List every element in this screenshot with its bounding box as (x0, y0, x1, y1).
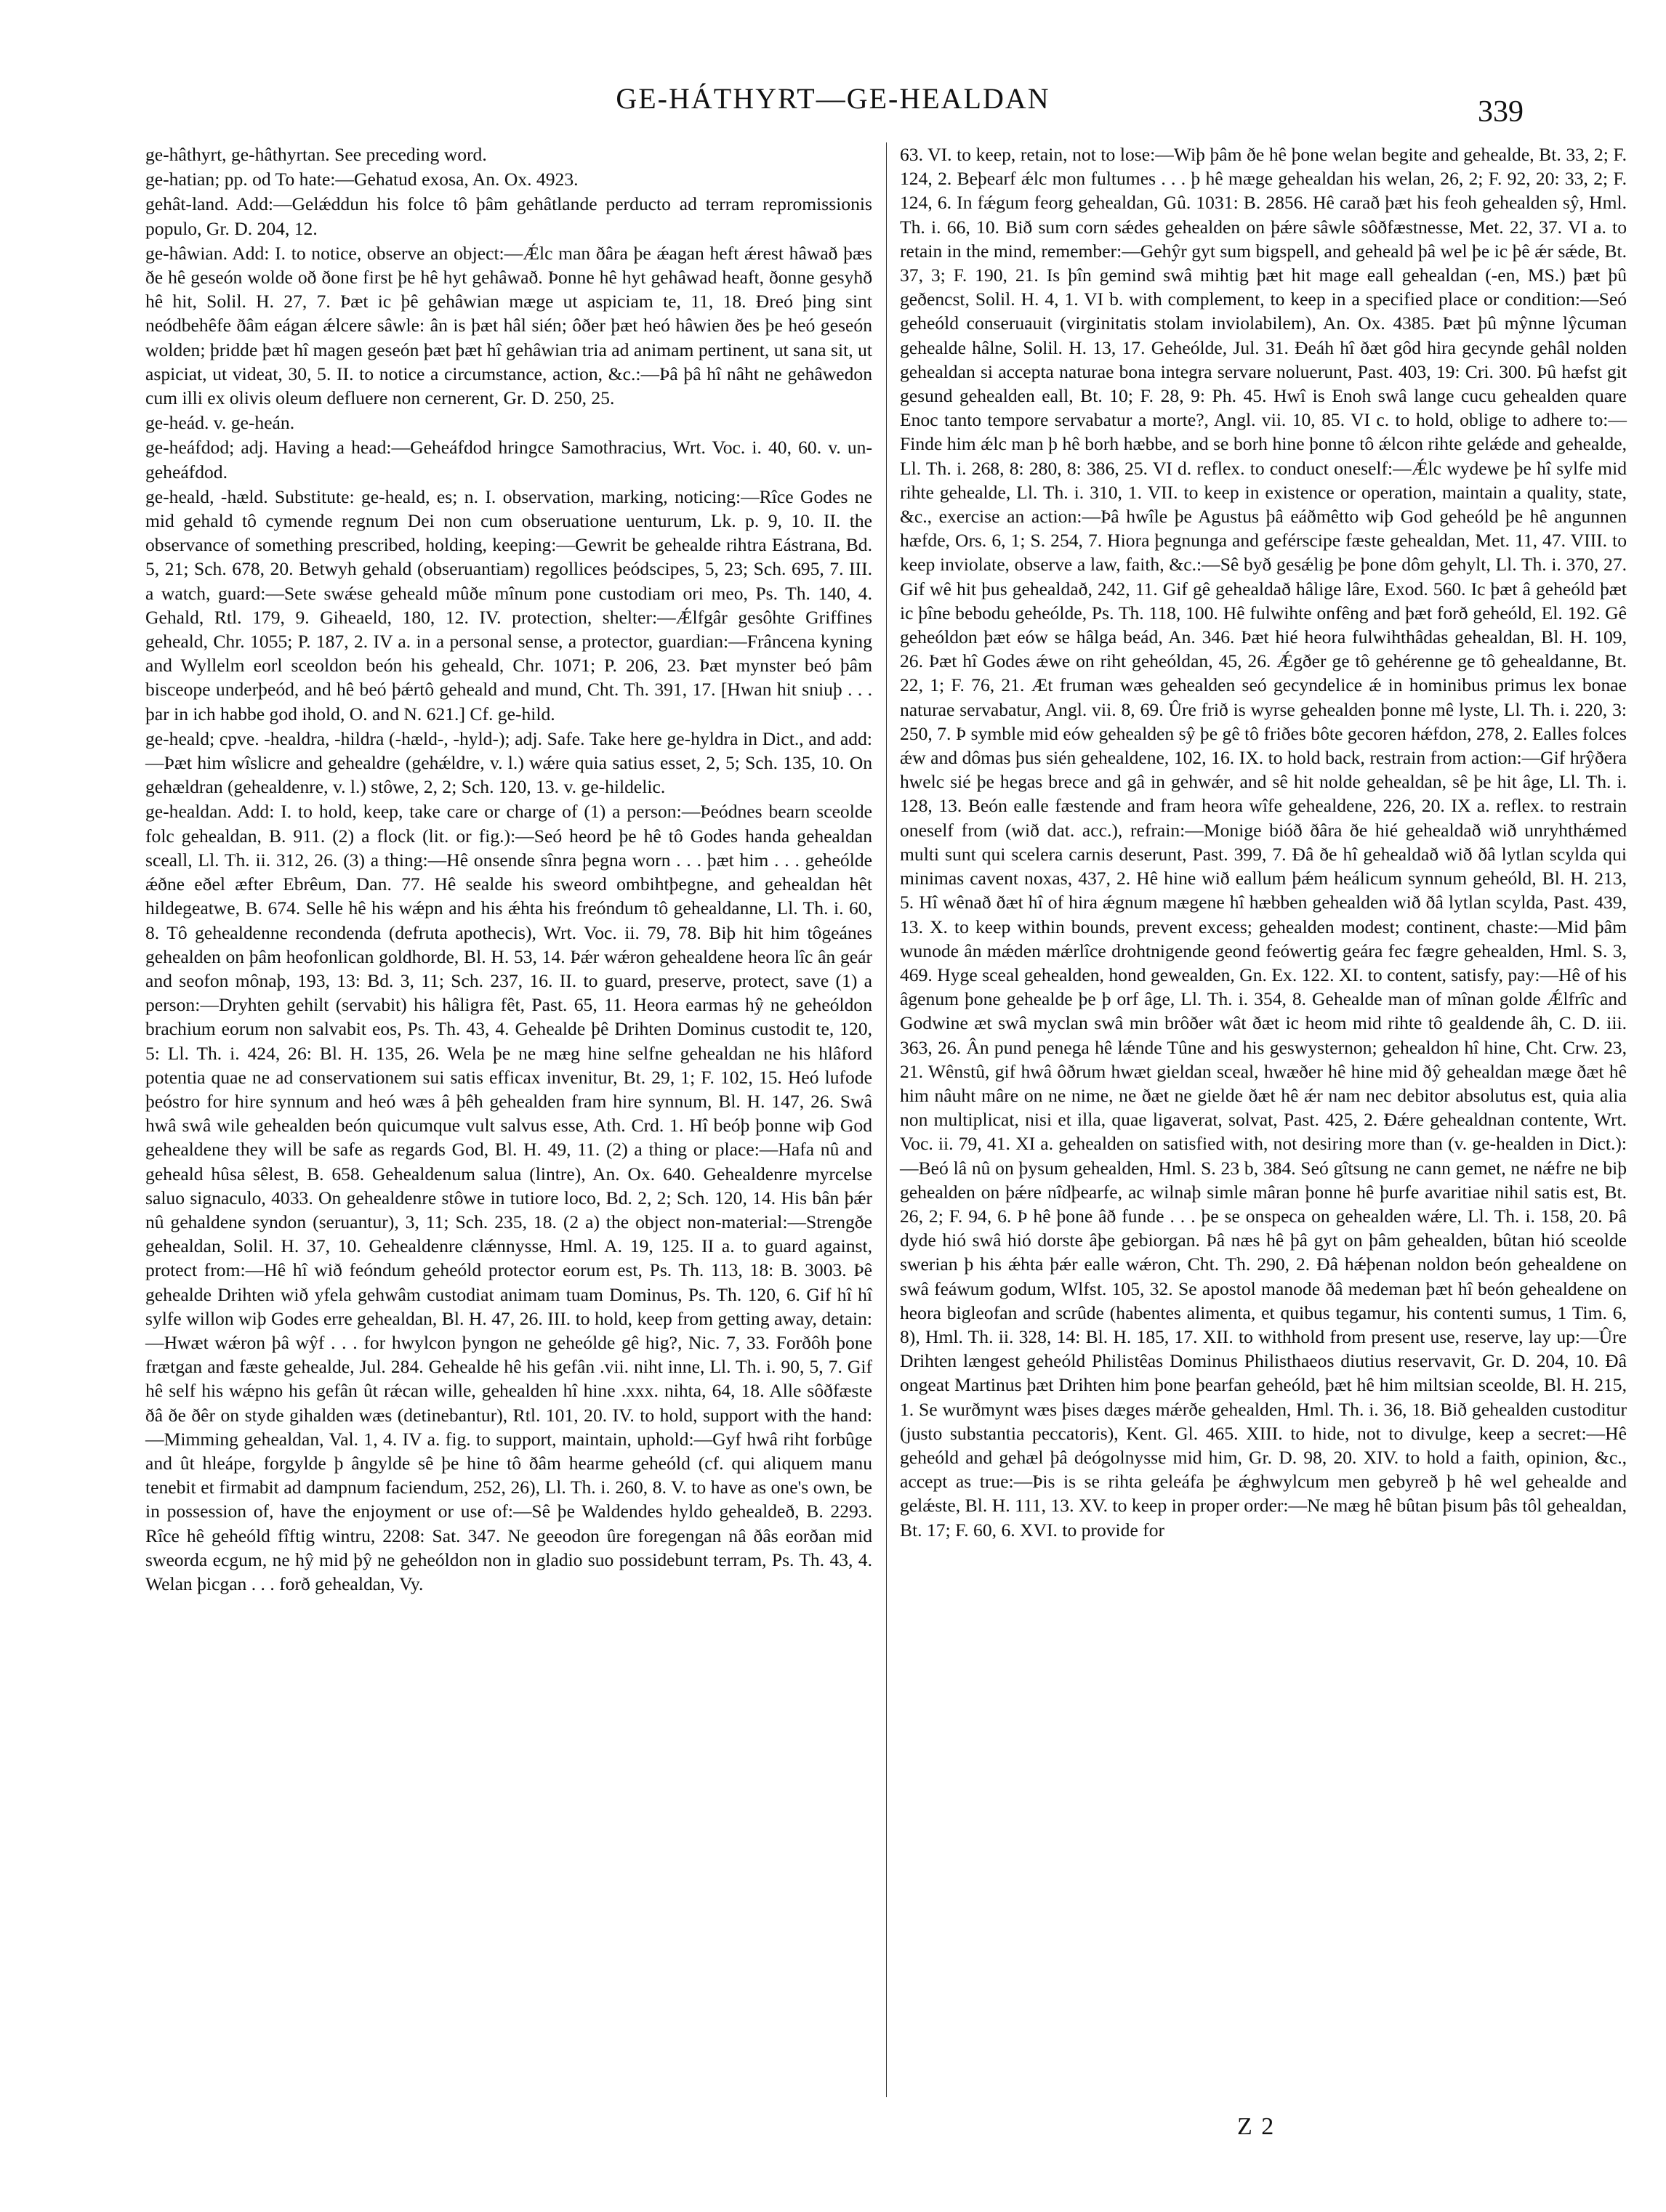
entry-ge-heafdod: ge-heáfdod; adj. Having a head:—Geheáfdod hringce Samothracius, Wrt. Voc. i. 40, 60. v. un-geheáfdod. (145, 437, 872, 483)
entry-ge-hatian: ge-hatian; pp. od To hate:—Gehatud exosa, An. Ox. 4923. (145, 169, 579, 190)
entry-ge-heald-adj: ge-heald; cpve. -healdra, -hildra (-hæld-, -hyld-); adj. Safe. Take here ge-hyldra in Dict., and add:—Þæt him wîslicre and gehealdre (gehǽldre, v. l.) wǽre quia satius esset, 2, 5; Sch. 135, 10. On gehældran (gehealdenre, v. l.) stôwe, 2, 2; Sch. 120, 13. v. ge-hildelic. (145, 727, 872, 798)
running-head: GE-HÁTHYRT—GE-HEALDAN (616, 82, 1050, 115)
entry-ge-hawian: ge-hâwian. Add: I. to notice, observe an object:—Ǽlc man ðâra þe ǽagan heft ǽrest hâwað þæs ðe hê geseón wolde oð ðone first þe hê hyt gehâwað. Þonne hê hyt gehâwad heaft, ðonne gesyhð hê hit, Solil. H. 27, 7. Þæt ic þê gehâwian mæge ut aspiciam te, 11, 18. Ðreó þing sint neódbehêfe ðâm eágan ǽlcere sâwle: ân is þæt hâl sién; ôðer þæt heó hâwien ðes þe heó geseón wolden; þridde þæt hî magen geseón þæt þæt hî gehâwian tria ad animam pertinent, ut sana sit, ut aspiciat, ut videat, 30, 5. II. to notice a circumstance, action, &c.:—Þâ þâ hî nâht ne gehâwedon cum illi ex olivis oleum defluere non cernerent, Gr. D. 250, 25. (145, 242, 872, 409)
right-column (900, 142, 1627, 1542)
entry-ge-hathyrt: ge-hâthyrt, ge-hâthyrtan. See preceding word. (145, 144, 487, 165)
entry-ge-healdan: ge-healdan. Add: I. to hold, keep, take care or charge of (1) a person:—Þeódnes bearn sceolde folc gehealdan, B. 911. (2) a flock (lit. or fig.):—Seó heord þe hê tô Godes handa gehealdan sceall, Ll. Th. ii. 312, 26. (3) a thing:—Hê onsende sînra þegna worn . . . þæt him . . . geheólde ǽðne eðel æfter Ebrêum, Dan. 77. Hê sealde his sweord ombihtþegne, and gehealdan hêt hildegeatwe, B. 674. Selle hê his wǽpn and his ǽhta his freóndum tô gehealdanne, Ll. Th. i. 60, 8. Tô gehealdenne recondenda (defruta apothecis), Wrt. Voc. ii. 79, 78. Biþ hit him tôgeánes gehealden on þâm heofonlican goldhorde, Bl. H. 53, 14. Þǽr wǽron gehealdene heora lîc ân geár and seofon mônaþ, 193, 13: Bd. 3, 11; Sch. 237, 16. II. to guard, preserve, protect, save (1) a person:—Dryhten gehilt (servabit) his hâligra fêt, Past. 65, 11. Heora earmas hŷ ne geheóldon brachium eorum non salvabit eos, Ps. Th. 43, 4. Gehealde þê Drihten Dominus custodit te, 120, 5: Ll. Th. i. 424, 26: Bl. H. 135, 26. Wela þe ne mæg hine selfne gehealdan ne his hlâford potentia quae ne ad conservationem sui satis efficax invenitur, Bt. 29, 1; F. 102, 15. Heó lufode þeóstro for hire synnum and heó wæs â þêh gehealden fram hire synnum, Bl. H. 147, 26. Swâ hwâ swâ wile gehealden beón quicumque vult salvus esse, Ath. Crd. 1. Hî beóþ þonne wiþ God gehealdene they will be safe as regards God, Bl. H. 49, 11. (2) a thing or place:—Hafa nû and geheald hûsa sêlest, B. 658. Gehealdenum salua (lintre), An. Ox. 640. Gehealdenre myrcelse saluo signaculo, 4033. On gehealdenre stôwe in tutiore loco, Bd. 2, 2; Sch. 120, 14. His bân þǽr nû gehaldene syndon (seruantur), 3, 11; Sch. 235, 18. (2 a) the object non-material:—Strengðe gehealdan, Solil. H. 37, 10. Gehealdenre clǽnnysse, Hml. A. 19, 125. II a. to guard against, protect from:—Hê hî wið feóndum geheóld protector eorum est, Ps. Th. 113, 18: B. 3003. Þê gehealde Drihten wið yfela gehwâm custodiat animam tuam Dominus, Ps. Th. 120, 6. Gif hî hî sylfe willon wiþ Godes erre gehealdan, Bl. H. 47, 26. III. to hold, keep from getting away, detain:—Hwæt wǽron þâ wŷf . . . for hwylcon þyngon ne geheólde gê hig?, Nic. 7, 33. Forðôh þone frætgan and fæste gehealde, Jul. 284. Gehealde hê his gefân .vii. niht inne, Ll. Th. i. 90, 5, 7. Gif hê self his wǽpno his gefân ût rǽcan wille, gehealden hî hine .xxx. nihta, 64, 18. Alle sôðfæste ðâ ðe ðêr on styde gihalden wæs (detinebantur), Rtl. 101, 20. IV. to hold, support with the hand:—Mimming gehealdan, Val. 1, 4. IV a. fig. to support, maintain, uphold:—Gyf hwâ riht forbûge and ût hleápe, forgylde þ ângylde sê þe hine tô ðâm hearme geheóld (cf. qui aliquem manu tenebit et firmabit ad dampnum faciendum, 252, 26), Ll. Th. i. 260, 8. V. to have as one's own, be in possession of, have the enjoyment or use of:—Sê þe Waldendes hyldo gehealdeð, B. 2293. Rîce hê geheóld fîftig wintru, 2208: Sat. 347. Ne geeodon ûre foregengan nâ ðâs eorðan mid sweorda ecgum, ne hŷ mid þŷ ne geheóldon non in gladio suo possidebunt terram, Ps. Th. 43, 4. Welan þicgan . . . forð gehealdan, Vy. (145, 801, 872, 1594)
page-number: 339 (1478, 95, 1524, 129)
entry-gehat-land: gehât-land. Add:—Gelǽddun his folce tô þâm gehâtlande perducto ad terram repromissionis populo, Gr. D. 204, 12. (145, 193, 872, 239)
signature-mark: Z 2 (1237, 2113, 1276, 2140)
entry-ge-head: ge-heád. v. ge-heán. (145, 412, 295, 434)
left-column (145, 142, 872, 1596)
entry-ge-healdan-continued: 63. VI. to keep, retain, not to lose:—Wiþ þâm ðe hê þone welan begite and gehealde, Bt. 33, 2; F. 124, 2. Beþearf ǽlc mon fultumes . . . þ hê mæge gehealdan his welan, 26, 2; F. 92, 20: 33, 2; F. 124, 6. In fǽgum feorg gehealdan, Gû. 1031: B. 2856. Hê carað þæt his feoh gehealden sŷ, Hml. Th. i. 66, 10. Bið sum corn sǽdes gehealden on þǽre sâwle sôðfæstnesse, Met. 22, 37. VI a. to retain in the mind, remember:—Gehŷr gyt sum bigspell, and geheald þâ wel þe ic þê ǽr sǽde, Bt. 37, 3; F. 190, 21. Is þîn gemind swâ mihtig þæt hit mage eall gehealdan (-en, MS.) þæt þû geðencst, Solil. H. 4, 1. VI b. with complement, to keep in a specified place or condition:—Seó geheóld conseruauit (virginitatis stolam inviolabilem), An. Ox. 4385. Þæt þû mŷnne lŷcuman gehealde hâlne, Solil. H. 13, 17. Geheólde, Jul. 31. Ðeáh hî ðæt gôd hira gecynde gehâl nolden gehealdan si accepta naturae bona integra servare noluerunt, Past. 403, 19: Cri. 300. Þû hæfst git gesund gehealden eall, Bt. 10; F. 28, 9: Ph. 45. Hwî is Enoh swâ lange cucu gehealden quare Enoc tanto tempore servabatur a morte?, Angl. vii. 10, 85. VI c. to hold, oblige to adhere to:—Finde him ǽlc man þ hê borh hæbbe, and se borh hine þonne tô ǽlcon rihte gelǽde and gehealde, Ll. Th. i. 268, 8: 280, 8: 386, 25. VI d. reflex. to conduct oneself:—Ǽlc wydewe þe hî sylfe mid rihte gehealde, Ll. Th. i. 310, 1. VII. to keep in existence or operation, maintain a quality, state, &c., exercise an action:—Þâ hwîle þe Agustus þâ eáðmêtto wiþ God geheóld þe hê angunnen hæfde, Ors. 6, 1; S. 254, 7. Hiora þegnunga and geférscipe fæste gehealdan, Met. 11, 47. VIII. to keep inviolate, observe a law, faith, &c.:—Sê byð gesǽlig þe þone dôm gehylt, Ll. Th. i. 370, 27. Gif wê hit þus gehealdað, 242, 11. Gif gê gehealdað hâlige lâre, Exod. 560. Ic þæt â geheóld þæt ic þîne bebodu geheólde, Ps. Th. 118, 100. Hê fulwihte onfêng and þæt forð geheóld, El. 192. Gê geheóldon þæt eów se hâlga beád, An. 346. Þæt hié heora fulwihthâdas gehealdan, Bl. H. 109, 26. Þæt hî Godes ǽwe on riht geheóldan, 45, 26. Ǽgðer ge tô gehérenne ge tô gehealdanne, Bt. 22, 1; F. 76, 21. Æt fruman wæs gehealden seó gecyndelice ǽ in hominibus primus lex bonae naturae servabatur, Angl. vii. 8, 69. Ûre frið is wyrse gehealden þonne mê lyste, Ll. Th. i. 220, 3: 250, 7. Þ symble mid eów gehealden sŷ þe gê tô friðes bôte gecoren hǽfdon, 278, 2. Ealles folces ǽw and dômas þus sién gehealdene, 102, 16. IX. to hold back, restrain from action:—Gif hrŷðera hwelc sié þe hegas brece and gâ in gehwǽr, and sê hit nolde gehealdan, sê þe hit âge, Ll. Th. i. 128, 13. Beón ealle fæstende and fram heora wîfe gehealdene, 226, 20. IX a. reflex. to restrain oneself from (wið dat. acc.), refrain:—Monige bióð ðâra ðe hié gehealdað wið unryhthǽmed multi sunt qui scelera carnis deserunt, Past. 399, 7. Ðâ ðe hî gehealdað wið ðâ lytlan scylda qui minimas cavent noxas, 437, 2. Hê hine wið eallum þǽm heálicum synnum geheóld, Bl. H. 213, 5. Hî wênað ðæt hî of hira ǽgnum mægene hî hæbben gehealden wið ðâ lytlan scylda, Past. 439, 13. X. to keep within bounds, prevent excess; gehealden modest; continent, chaste:—Mid þâm wunode ân mǽden mǽrlîce drohtnigende geond feówertig geára fec fægre gehealden, Hml. S. 3, 469. Hyge sceal gehealden, hond gewealden, Gn. Ex. 122. XI. to content, satisfy, pay:—Hê of his âgenum þone gehealde þe þ orf âge, Ll. Th. i. 354, 8. Gehealde man of mînan golde Ǽlfrîc and Godwine æt swâ myclan swâ min brôðer wât ðæt ic heom mid rihte tô gealdende âh, C. D. iii. 363, 26. Ân pund penega hê lǽnde Tûne and his geswysternon; gehealdon hî hine, Cht. Crw. 23, 21. Wênstû, gif hwâ ôðrum hwæt gieldan sceal, hwæðer hê hine mid ðŷ gehealdan mæge ðæt hê him nâuht mâre on ne nime, ne ðæt ne gielde ðæt hê ǽr nam nec debitor absolutus est, quia alia non multiplicat, nisi et illa, quae ligaverat, solvat, Past. 425, 2. Ðǽre gehealdnan contente, Wrt. Voc. ii. 79, 41. XI a. gehealden on satisfied with, not desiring more than (v. ge-healden in Dict.):—Beó lâ nû on þysum gehealden, Hml. S. 23 b, 384. Seó gîtsung ne cann gemet, ne nǽfre ne biþ gehealden on þǽre nîdþearfe, ac wilnaþ simle mâran þonne hê þurfe avaritiae nihil satis est, Bt. 26, 2; F. 94, 6. Þ hê þone âð funde . . . þe se onspeca on gehealden wǽre, Ll. Th. i. 158, 20. Þâ dyde hió swâ hió dorste âþe gebiorgan. Þâ næs hê þâ gyt on þâm gehealden, bûtan hió sceolde swerian þ his ǽhta þǽr ealle wǽron, Cht. Th. 290, 2. Ðâ hǽþenan noldon beón gehealdene on swâ feáwum godum, Wlfst. 105, 32. Se apostol manode ðâ medeman þæt hî beón gehealdene on heora bigleofan and scrûde (habentes alimenta, et quibus tegamur, his contenti sumus, 1 Tim. 6, 8), Hml. Th. ii. 328, 14: Bl. H. 185, 17. XII. to withhold from present use, reserve, lay up:—Ûre Drihten længest geheóld Philistêas Dominus Philisthaeos diutius reservavit, Gr. D. 204, 10. Ðâ ongeat Martinus þæt Drihten him þone þearfan geheóld, þæt hê him miltsian sceolde, Bl. H. 215, 1. Se wurðmynt wæs þises dæges mǽrðe gehealden, Hml. Th. i. 36, 18. Bið gehealden custoditur (justo substantia peccatoris), Kent. Gl. 465. XIII. to hide, not to divulge, keep a secret:—Hê geheóld and gehæl þâ deógolnysse mid him, Gr. D. 98, 20. XIV. to hold a faith, opinion, &c., accept as true:—Þis is se rihta geleáfa þe ǽghwylcum men gebyreð þ hê wel gehealde and gelǽste, Bl. H. 111, 13. XV. to keep in proper order:—Ne mæg hê bûtan þisum þâs tôl gehealdan, Bt. 17; F. 60, 6. XVI. to provide for (900, 144, 1627, 1541)
column-divider (886, 142, 887, 2097)
entry-ge-heald-noun: ge-heald, -hæld. Substitute: ge-heald, es; n. I. observation, marking, noticing:—Rîce Godes ne mid gehald tô cymende regnum Dei non cum obseruatione uenturum, Lk. p. 9, 10. II. the observance of something prescribed, holding, keeping:—Gewrit be gehealde rihtra Eástrana, Bd. 5, 21; Sch. 678, 20. Betwyh gehald (obseruantiam) regollices þeódscipes, 5, 23; Sch. 695, 7. III. a watch, guard:—Sete swǽse geheald mûðe mînum pone custodiam ori meo, Ps. Th. 140, 4. Gehald, Rtl. 179, 9. Giheaeld, 180, 12. IV. protection, shelter:—Ǽlfgâr gesôhte Griffines geheald, Chr. 1055; P. 187, 2. IV a. in a personal sense, a protector, guardian:—Frâncena kyning and Wyllelm eorl sceoldon beón his geheald, Chr. 1071; P. 206, 23. Þæt mynster beó þâm bisceope underþeód, and hê beó þǽrtô geheald and mund, Cht. Th. 391, 17. [Hwan hit sniuþ . . . þar in ich habbe god ihold, O. and N. 621.] Cf. ge-hild. (145, 485, 872, 724)
